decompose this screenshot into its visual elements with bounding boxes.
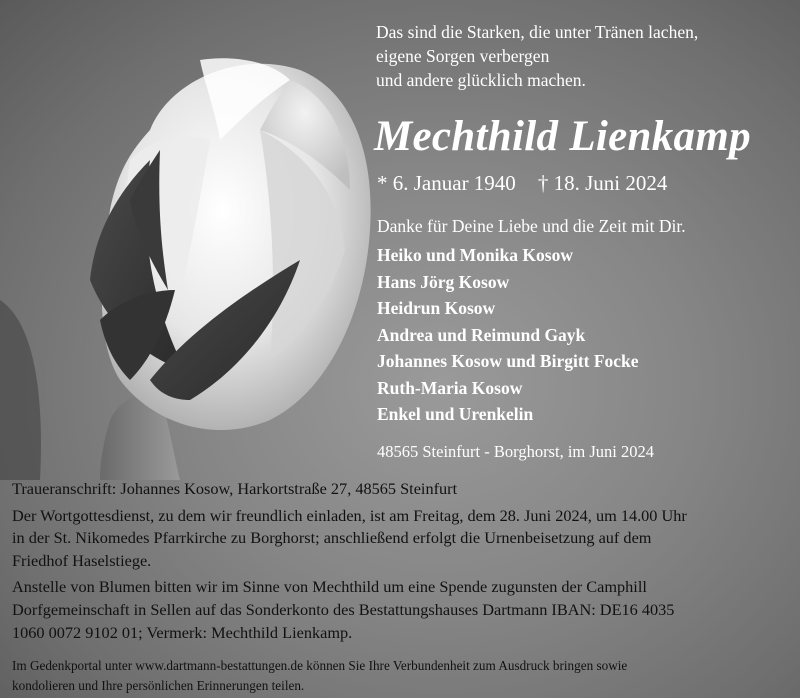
footer-line: Im Gedenkportal unter www.dartmann-bestattungen.de können Sie Ihre Verbundenheit zum Ausdruck bringen sowie bbox=[12, 658, 628, 673]
mourner: Hans Jörg Kosow bbox=[377, 271, 510, 292]
footer-line: kondolieren und Ihre persönlichen Erinnerungen teilen. bbox=[12, 677, 305, 693]
verse-line: und andere glücklich machen. bbox=[376, 70, 586, 90]
place-and-date: 48565 Steinfurt - Borghorst, im Juni 2024 bbox=[377, 442, 654, 461]
life-dates bbox=[377, 171, 667, 196]
mourning-address: Traueranschrift: Johannes Kosow, Harkortstraße 27, 48565 Steinfurt bbox=[12, 479, 458, 498]
mourner: Heiko und Monika Kosow bbox=[377, 245, 573, 265]
mourners-list bbox=[377, 242, 639, 428]
death-date: † 18. Juni 2024 bbox=[537, 171, 668, 195]
info-section bbox=[12, 478, 792, 644]
rose-image bbox=[0, 0, 420, 480]
memorial-portal-note bbox=[12, 656, 792, 695]
donation-line: Anstelle von Blumen bitten wir im Sinne von Mechthild um eine Spende zugunsten der Camphill bbox=[12, 577, 647, 597]
donation-line: 1060 0072 9102 01; Vermerk: Mechthild Lienkamp. bbox=[12, 622, 353, 642]
thanks-line: Danke für Deine Liebe und die Zeit mit Dir. bbox=[377, 216, 686, 236]
mourner: Enkel und Urenkelin bbox=[377, 404, 534, 424]
service-paragraph bbox=[12, 505, 792, 573]
verse bbox=[376, 20, 776, 92]
deceased-name: Mechthild Lienkamp bbox=[374, 113, 751, 160]
birth-date: * 6. Januar 1940 bbox=[377, 171, 516, 195]
service-line: Der Wortgottesdienst, zu dem wir freundlich einladen, ist am Freitag, dem 28. Juni 2024, um 14.00 Uhr bbox=[12, 505, 687, 525]
mourner: Johannes Kosow und Birgitt Focke bbox=[377, 351, 639, 371]
mourner: Ruth-Maria Kosow bbox=[377, 377, 523, 398]
service-line: Friedhof Haselstiege. bbox=[12, 550, 152, 570]
donation-paragraph bbox=[12, 576, 792, 644]
mourner: Heidrun Kosow bbox=[377, 298, 496, 318]
donation-line: Dorfgemeinschaft in Sellen auf das Sonderkonto des Bestattungshauses Dartmann IBAN: DE16 4035 bbox=[12, 599, 675, 619]
verse-line: Das sind die Starken, die unter Tränen lachen, bbox=[376, 22, 699, 42]
mourner: Andrea und Reimund Gayk bbox=[377, 324, 586, 345]
verse-line: eigene Sorgen verbergen bbox=[376, 46, 550, 66]
service-line: in der St. Nikomedes Pfarrkirche zu Borghorst; anschließend erfolgt die Urnenbeisetzung auf dem bbox=[12, 528, 652, 548]
